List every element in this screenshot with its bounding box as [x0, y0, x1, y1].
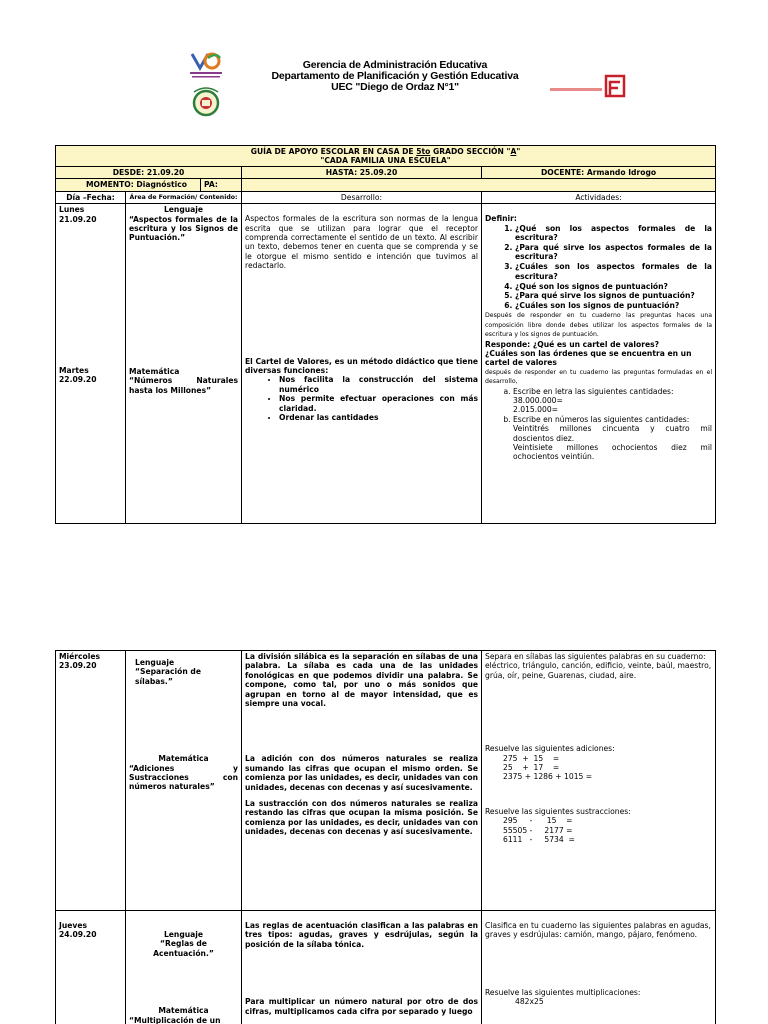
dev-miercoles-3: La sustracción con dos números naturales se realiza restando las cifras que ocupan la misma posición. Se comienza por las unidades, es decir, unidades van con unidades, decenas con decenas y así sucesivamente. [245, 799, 478, 837]
area-miercoles-2: Matemática [158, 754, 209, 764]
areas-cell [126, 204, 242, 524]
dev-jueves-2: Para multiplicar un número natural por otro de dos cifras, multiplicamos cada cifra por separado y luego [245, 997, 478, 1016]
date-jueves: 24.09.20 [59, 930, 97, 940]
moment-cell [56, 179, 242, 191]
question-5: 5. ¿Para qué sirve los signos de puntuación? [515, 291, 712, 300]
development-cell [242, 204, 482, 524]
dev-miercoles-2: La adición con dos números naturales se realiza sumando las cifras que ocupan el mismo orden. Se comienza por las unidades, es decir, unidades van con unidades, decenas con decenas y así sucesivamente. [245, 754, 478, 792]
day-jueves-cell [56, 911, 126, 1024]
act-miercoles: Separa en sílabas las siguientes palabras en su cuaderno: eléctrico, triángulo, canción, edificio, veinte, baúl, maestro, grúa, oír, peine, Guarenas, ciudad, aire. [485, 652, 712, 680]
dev-martes-bullet-3: • Ordenar las cantidades [279, 413, 478, 422]
act-martes-a-text: Escribe en letra las siguientes cantidades: [513, 386, 674, 396]
act-jueves-2b: 482x25 [515, 997, 544, 1007]
content-miercoles: “Separación de sílabas.” [135, 667, 201, 686]
col-day: Día –Fecha: [56, 191, 126, 203]
area-martes: Matemática [129, 366, 180, 376]
amount-2: 2.015.000= [513, 405, 559, 415]
title-grade: 5to [416, 147, 431, 156]
moment-label: MOMENTO: Diagnóstico [56, 179, 201, 190]
question-2: 2. ¿Para qué sirve los aspectos formales de la escritura? [515, 243, 712, 262]
act-lunes-head: Definir: [485, 214, 517, 224]
day-jueves: Jueves [59, 921, 88, 930]
date-from: DESDE: 21.09.20 [56, 167, 242, 179]
dev-martes-bullet-1: • Nos facilita la construcción del sistema numérico [279, 375, 478, 394]
title-mid: GRADO SECCIÓN " [430, 147, 511, 156]
dev-martes-list [279, 375, 478, 422]
area-lunes: Lenguaje [163, 205, 204, 215]
act-jueves-cell [482, 911, 716, 1024]
content-jueves-2: “Multiplicación de un [129, 1015, 221, 1024]
areas-miercoles-cell [126, 651, 242, 911]
document-header [0, 40, 768, 130]
question-3: 3. ¿Cuáles son los aspectos formales de la escritura? [515, 262, 712, 281]
sub-2: 55505 - 2177 = [503, 825, 573, 835]
sub-1: 295 - 15 = [503, 816, 573, 826]
add-1: 275 + 15 = [503, 753, 560, 763]
dev-miercoles: La división silábica es la separación en sílabas de una palabra. La sílaba es cada una de las unidades fonológicas en que podemos dividir una palabra. Se compone, como tal, por uno o más sonidos que agrupan en torno al de mayor intensidad, que es siempre una vocal. [245, 652, 478, 709]
day-martes: Martes [59, 366, 89, 376]
sub-3: 6111 - 5734 = [503, 835, 575, 845]
cvg-logo [186, 50, 226, 82]
pa-label: PA: [204, 180, 218, 190]
col-activities: Actividades: [482, 191, 716, 203]
heading-line-2: Departamento de Planificación y Gestión Educativa [271, 70, 519, 82]
dev-jueves-cell [242, 911, 482, 1024]
day-miercoles: Miércoles [59, 652, 101, 661]
date-to: HASTA: 25.09.20 [242, 167, 482, 179]
dev-martes: El Cartel de Valores, es un método didáctico que tiene diversas funciones: [245, 356, 478, 376]
activities-cell [482, 204, 716, 524]
moment-empty [242, 179, 716, 191]
act-martes-b [513, 415, 712, 462]
content-lunes: “Aspectos formales de la escritura y los Signos de Puntuación.” [129, 214, 238, 243]
act-martes-list [513, 387, 712, 462]
content-jueves: “Reglas de Acentuación.” [153, 939, 214, 958]
title-section: A [510, 147, 517, 156]
act-lunes-questions [515, 224, 712, 311]
act-jueves-2: Resuelve las siguientes multiplicaciones: [485, 987, 641, 997]
days-cell [56, 204, 126, 524]
dev-miercoles-cell [242, 651, 482, 911]
act-miercoles-cell [482, 651, 716, 911]
guide-title [56, 146, 716, 167]
dev-martes-bullet-2: • Nos permite efectuar operaciones con más claridad. [279, 394, 478, 413]
area-jueves: Lenguaje [163, 930, 204, 939]
day-miercoles-cell [56, 651, 126, 911]
title-pre: GUÍA DE APOYO ESCOLAR EN CASA DE [250, 147, 417, 156]
act-martes-b-text: Escribe en números las siguientes cantidades: [513, 414, 690, 424]
question-1: 1. ¿Qué son los aspectos formales de la escritura? [515, 224, 712, 243]
school-seal-logo [186, 86, 226, 118]
add-3: 2375 + 1286 + 1015 = [503, 772, 593, 782]
institution-heading [250, 60, 540, 93]
weekly-guide-table-page2 [55, 650, 716, 1024]
act-martes-2: ¿Cuáles son las órdenes que se encuentra en un cartel de valores [485, 348, 692, 368]
number-words-1: Veintitrés millones cincuenta y cuatro mil doscientos diez. [513, 424, 713, 443]
day-lunes: Lunes [59, 205, 85, 215]
act-lunes-after: Después de responder en tu cuaderno las preguntas haces una composición libre donde debes utilizar los aspectos formales de la escritura y los signos de puntuación. [485, 312, 713, 339]
act-martes-a [513, 387, 712, 415]
question-4: 4. ¿Qué son los signos de puntuación? [515, 282, 712, 291]
ferrominera-logo [548, 72, 626, 100]
areas-jueves-cell [126, 911, 242, 1024]
heading-line-1: Gerencia de Administración Educativa [302, 59, 488, 71]
act-jueves: Clasifica en tu cuaderno las siguientes palabras en agudas, graves y esdrújulas: camión, mango, pájaro, fenómeno. [485, 921, 711, 940]
content-martes: “Números Naturales hasta los Millones” [129, 376, 238, 395]
weekly-guide-table-page1 [55, 145, 716, 524]
act-martes-1: Responde: ¿Qué es un cartel de valores? [485, 339, 660, 349]
col-area: Área de Formación/ Contenido: [126, 191, 242, 203]
title-end: " [516, 147, 521, 156]
content-miercoles-2: “Adiciones y Sustracciones con números naturales” [129, 763, 238, 792]
add-2: 25 + 17 = [503, 763, 560, 773]
date-miercoles: 23.09.20 [59, 661, 97, 671]
add-head: Resuelve las siguientes adiciones: [485, 744, 615, 754]
amount-1: 38.000.000= [513, 395, 563, 405]
area-jueves-2: Matemática [158, 1006, 209, 1016]
col-development: Desarrollo: [242, 191, 482, 203]
number-words-2: Veintisiete millones ochocientos diez mil ochocientos veintiún. [513, 442, 713, 462]
teacher-name: DOCENTE: Armando Idrogo [482, 167, 716, 179]
dev-jueves: Las reglas de acentuación clasifican a las palabras en tres tipos: agudas, graves y esdrújulas, según la posición de la sílaba tónica. [245, 921, 478, 949]
area-miercoles: Lenguaje [135, 658, 175, 667]
sub-head: Resuelve las siguientes sustracciones: [485, 806, 631, 816]
date-martes: 22.09.20 [59, 375, 97, 385]
act-martes-3: después de responder en tu cuaderno las preguntas formuladas en el desarrollo, [485, 368, 713, 386]
guide-subtitle: "CADA FAMILIA UNA ESCUELA" [320, 156, 451, 165]
question-6: 6. ¿Cuáles son los signos de puntuación? [515, 301, 712, 310]
date-lunes: 21.09.20 [59, 214, 97, 224]
dev-lunes: Aspectos formales de la escritura son normas de la lengua escrita que se utilizan para lograr que el receptor comprenda correctamente el sentido de un texto. Al escribir un texto, debemos tener en cuenta que se comprenda y se le otorgue el mismo sentido e intención que tuvimos al redactarlo. [245, 214, 478, 271]
heading-line-3: UEC "Diego de Ordaz N°1" [331, 81, 459, 93]
